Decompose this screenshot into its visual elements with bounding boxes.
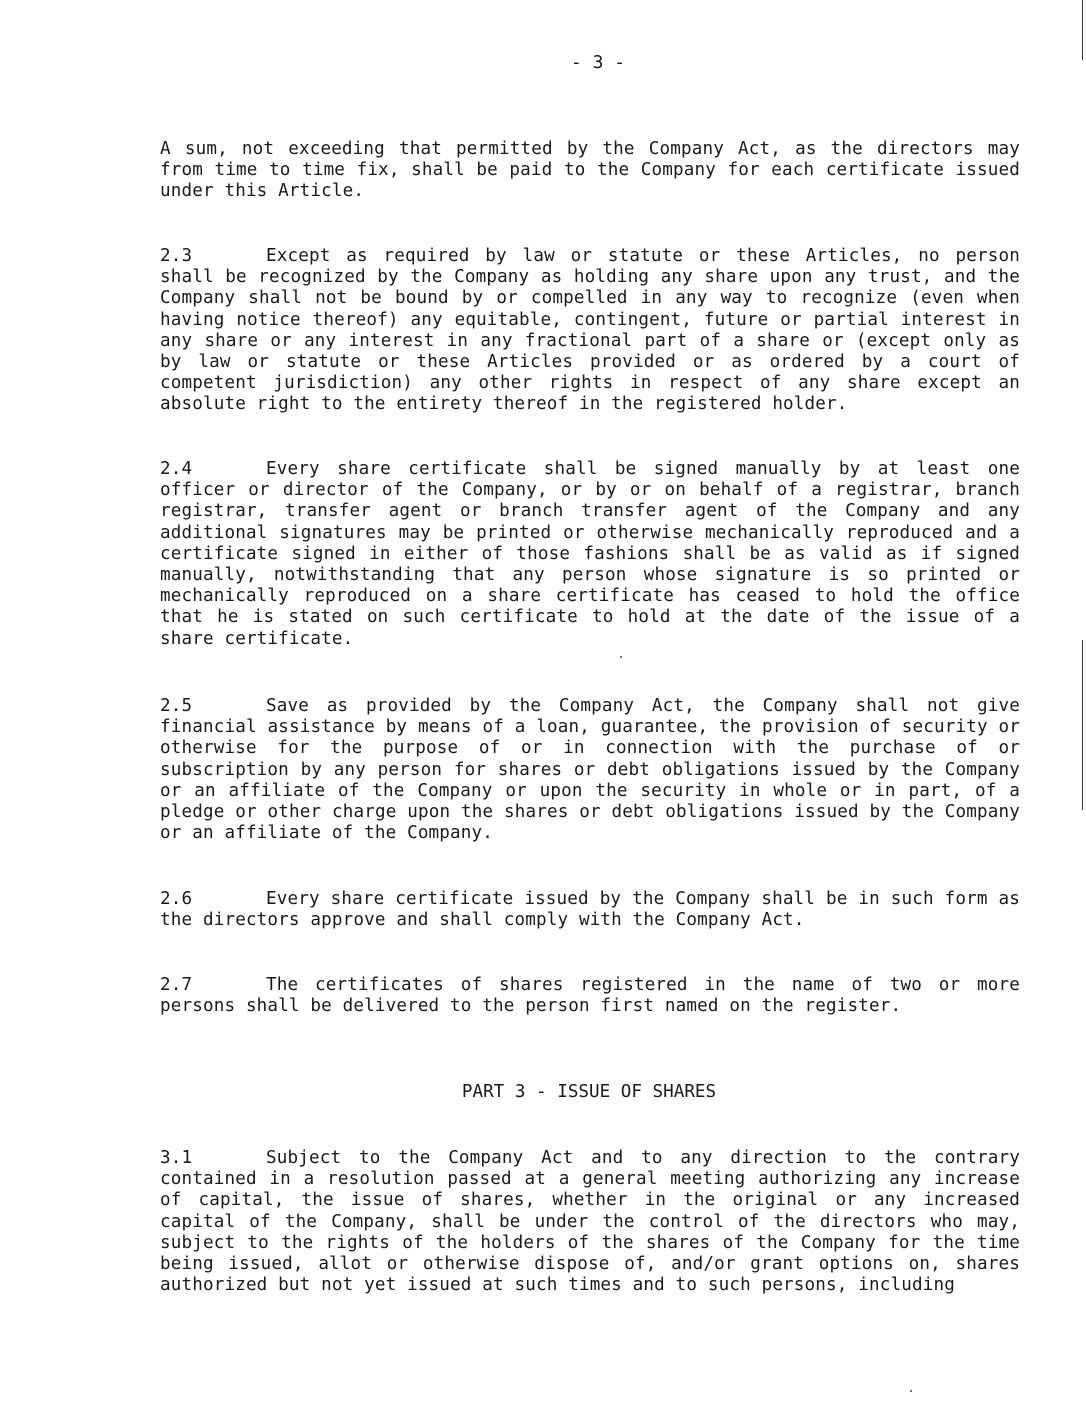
paragraph-2-7	[160, 975, 1020, 1017]
paragraph-number: 2.5	[160, 696, 193, 716]
paragraph-number: 2.3	[160, 246, 193, 266]
scan-edge-mark	[1082, 640, 1083, 810]
scan-speck	[910, 1390, 912, 1392]
paragraph-text: The certificates of shares registered in the name of two or more persons shall be delivered to the person first named on the register.	[160, 975, 1020, 1017]
paragraph-number: 2.4	[160, 459, 193, 479]
paragraph-number: 2.7	[160, 975, 193, 995]
paragraph-2-5	[160, 696, 1020, 844]
paragraph-number: 3.1	[160, 1148, 193, 1168]
part-3-heading: PART 3 - ISSUE OF SHARES	[461, 1082, 717, 1102]
intro-paragraph	[160, 139, 1020, 203]
page-number: - 3 -	[570, 52, 626, 73]
paragraph-text: Every share certificate shall be signed manually by at least one officer or director of the Company, or by or on behalf of a registrar, branch registrar, transfer agent or branch transfer agent of the Company and any additional signatures may be printed or otherwise mechanically reproduced and a certificate signed in either of those fashions shall be as valid as if signed manually, notwithstanding that any person whose signature is so printed or mechanically reproduced on a share certificate has ceased to hold the office that he is stated on such certificate to hold at the date of the issue of a share certificate.	[160, 459, 1020, 649]
paragraph-text: Save as provided by the Company Act, the Company shall not give financial assistance by means of a loan, guarantee, the provision of security or otherwise for the purpose of or in connection with the purchase of or subscription by any person for shares or debt obligations issued by the Company or an affiliate of the Company or upon the security in whole or in part, of a pledge or other charge upon the shares or debt obligations issued by the Company or an affiliate of the Company.	[160, 696, 1020, 844]
paragraph-number: 2.6	[160, 889, 193, 909]
paragraph-2-6	[160, 889, 1020, 931]
scan-edge-mark	[1082, 0, 1083, 60]
paragraph-text: Every share certificate issued by the Company shall be in such form as the directors approve and shall comply with the Company Act.	[160, 889, 1020, 931]
scan-speck	[620, 656, 622, 658]
paragraph-text: Subject to the Company Act and to any direction to the contrary contained in a resolution passed at a general meeting authorizing any increase of capital, the issue of shares, whether in the original or any increased capital of the Company, shall be under the control of the directors who may, subject to the rights of the holders of the shares of the Company for the time being issued, allot or otherwise dispose of, and/or grant options on, shares authorized but not yet issued at such times and to such persons, including	[160, 1148, 1020, 1296]
paragraph-3-1	[160, 1148, 1020, 1296]
paragraph-2-3	[160, 246, 1020, 416]
paragraph-text: Except as required by law or statute or these Articles, no person shall be recognized by the Company as holding any share upon any trust, and the Company shall not be bound by or compelled in any way to recognize (even when having notice thereof) any equitable, contingent, future or partial interest in any share or any interest in any fractional part of a share or (except only as by law or statute or these Articles provided or as ordered by a court of competent jurisdiction) any other rights in respect of any share except an absolute right to the entirety thereof in the registered holder.	[160, 246, 1020, 415]
paragraph-text: A sum, not exceeding that permitted by the Company Act, as the directors may from time to time fix, shall be paid to the Company for each certificate issued under this Article.	[160, 139, 1020, 202]
paragraph-2-4	[160, 459, 1020, 650]
